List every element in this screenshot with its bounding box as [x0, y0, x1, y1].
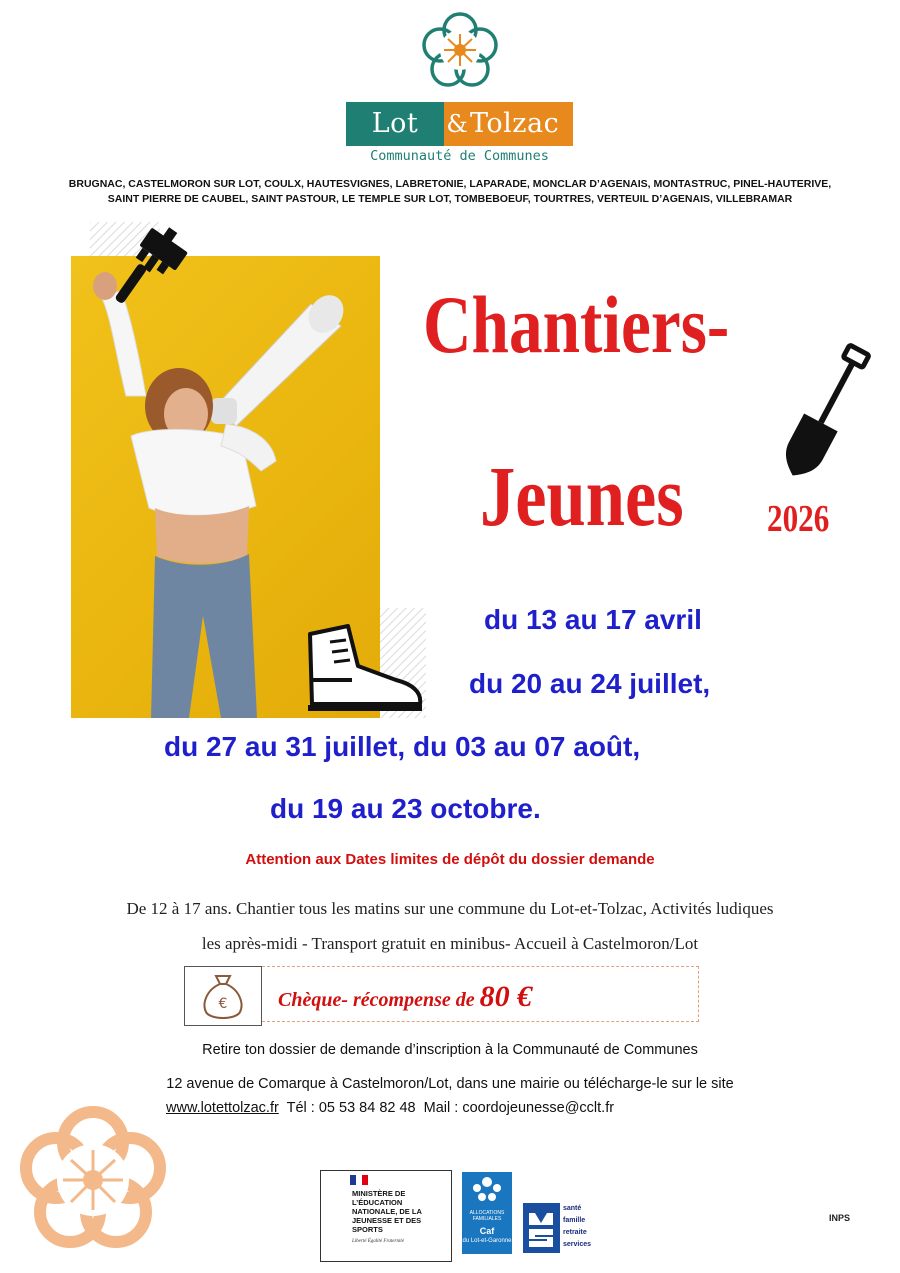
logo-lot: Lot: [346, 102, 444, 146]
msa-label-3: retraite: [563, 1229, 587, 1236]
shovel-icon: [774, 338, 880, 484]
ministere-devise: Liberté Égalité Fraternité: [352, 1239, 404, 1244]
caf-family-icon: [462, 1172, 512, 1208]
flower-logo-icon: [422, 12, 498, 88]
title-line-2: Jeunes: [480, 448, 684, 544]
msa-label-4: services: [563, 1241, 592, 1248]
communes-line-1: BRUGNAC, CASTELMORON SUR LOT, COULX, HAUTESVIGNES, LABRETONIE, LAPARADE, MONCLAR D’AGENAIS, MONTASTRUC, PINEL-HAUTERIVE,: [68, 178, 832, 190]
logo-ampersand: &: [444, 102, 470, 146]
attention-notice: Attention aux Dates limites de dépôt du dossier demande: [245, 851, 655, 868]
svg-text:€: €: [218, 996, 228, 1012]
ministere-name: MINISTÈRE DE L’ÉDUCATION NATIONALE, DE LA JEUNESSE ET DES SPORTS: [352, 1189, 422, 1234]
website-link[interactable]: www.lotettolzac.fr: [166, 1100, 279, 1116]
msa-labels: [563, 1203, 591, 1251]
date-period-2: du 20 au 24 juillet,: [469, 668, 711, 699]
msa-logo-icon: [523, 1203, 560, 1253]
boot-icon: [300, 622, 428, 716]
date-period-3: du 27 au 31 juillet, du 03 au 07 août,: [164, 731, 641, 762]
megaphone-icon: [211, 288, 351, 426]
money-bag-icon: [194, 970, 252, 1022]
contact-phone-mail: Tél : 05 53 84 82 48 Mail : coordojeunesse@cclt.fr: [278, 1100, 615, 1116]
description-line-1: De 12 à 17 ans. Chantier tous les matins sur une commune du Lot-et-Tolzac, Activités ludiques: [126, 899, 774, 918]
logo-subtitle: Communauté de Communes: [370, 148, 549, 164]
title-line-1: Chantiers-: [423, 279, 730, 370]
caf-name: Caf: [479, 1226, 495, 1236]
msa-label-2: famille: [563, 1217, 586, 1224]
date-period-1: du 13 au 17 avril: [484, 604, 702, 635]
caf-sub: du Lot-et-Garonne: [462, 1238, 512, 1244]
logo-wordmark: [346, 102, 573, 146]
cheque-amount: 80 €: [479, 980, 533, 1013]
msa-label-1: santé: [563, 1205, 582, 1212]
date-period-4: du 19 au 23 octobre.: [270, 793, 541, 824]
cheque-label: Chèque- récompense de: [278, 989, 475, 1011]
paint-brush-icon: [94, 226, 190, 320]
retire-instructions: Retire ton dossier de demande d’inscription à la Communauté de Communes: [202, 1042, 698, 1058]
caf-label: ALLOCATIONS FAMILIALES: [469, 1210, 505, 1222]
logo-tolzac: Tolzac: [470, 102, 573, 146]
address-text: 12 avenue de Comarque à Castelmoron/Lot, dans une mairie ou télécharge-le sur le site: [166, 1076, 734, 1092]
description-line-2: les après-midi - Transport gratuit en minibus- Accueil à Castelmoron/Lot: [201, 934, 699, 953]
cheque-reward: [278, 980, 532, 1014]
title-year: 2026: [767, 498, 830, 540]
communes-line-2: SAINT PIERRE DE CAUBEL, SAINT PASTOUR, LE TEMPLE SUR LOT, TOMBEBOEUF, TOURTRES, VERTEUIL D’AGENAIS, VILLEBRAMAR: [107, 193, 793, 205]
flower-decoration-icon: [18, 1104, 168, 1254]
inps-label: INPS: [829, 1213, 851, 1223]
marianne-flag-icon: [350, 1175, 368, 1185]
contact-line: [166, 1100, 614, 1116]
